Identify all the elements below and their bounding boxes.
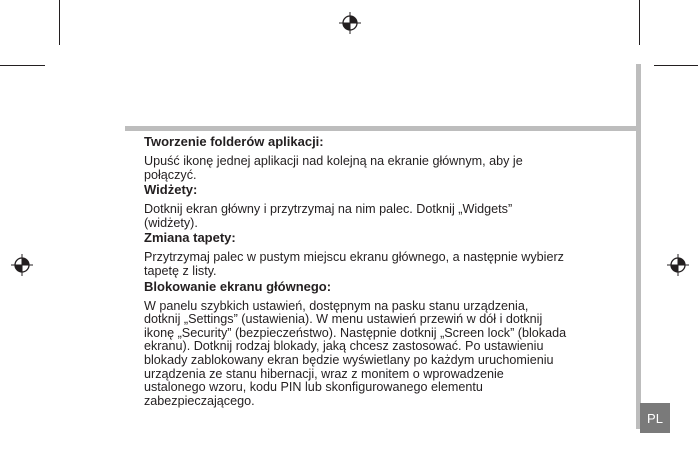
crop-mark-top-right-vertical [639,0,640,45]
section-heading: Widżety: [144,182,198,198]
section-app-folders [144,134,624,182]
section-body: Przytrzymaj palec w pustym miejscu ekranu głównego, a następnie wybierz tapetę z listy. [144,250,564,278]
section-body: Dotknij ekran główny i przytrzymaj na nim palec. Dotknij „Widgets” (widżety). [144,202,513,230]
language-tab [640,403,670,433]
section-body: W panelu szybkich ustawień, dostępnym na pasku stanu urządzenia, dotknij „Settings” (ustawienia). W menu ustawień przewiń w dół i dotknij ikonę „Security” (bezpieczeństwo). Następnie dotknij „Screen lock” (blokada ekranu). Dotknij rodzaj blokady, jaką chcesz zastosować. Po ustawieniu blokady zablokowany ekran będzie wyświetlany po każdym uruchomieniu urządzenia ze stanu hibernacji, wraz z monitem o wprowadzenie ustalonego wzoru, kodu PIN lub skonfigurowanego elementu zabezpieczającego. [144,298,567,408]
registration-mark-icon [339,12,361,34]
section-heading: Blokowanie ekranu głównego: [144,278,332,294]
section-widgets [144,182,624,230]
crop-mark-top-left-horizontal [0,65,45,66]
section-heading: Tworzenie folderów aplikacji: [144,134,324,149]
right-rule [636,64,641,429]
section-body: Upuść ikonę jednej aplikacji nad kolejną na ekranie głównym, aby je połączyć. [144,154,523,182]
page-content [144,134,624,408]
registration-mark-icon [667,254,689,276]
crop-mark-top-left-vertical [59,0,60,45]
section-wallpaper [144,230,624,278]
crop-mark-top-right-horizontal [654,65,698,66]
language-tab-label: PL [647,410,663,426]
section-heading: Zmiana tapety: [144,230,236,246]
section-screen-lock [144,279,624,409]
top-rule [125,126,641,131]
registration-mark-icon [11,254,33,276]
